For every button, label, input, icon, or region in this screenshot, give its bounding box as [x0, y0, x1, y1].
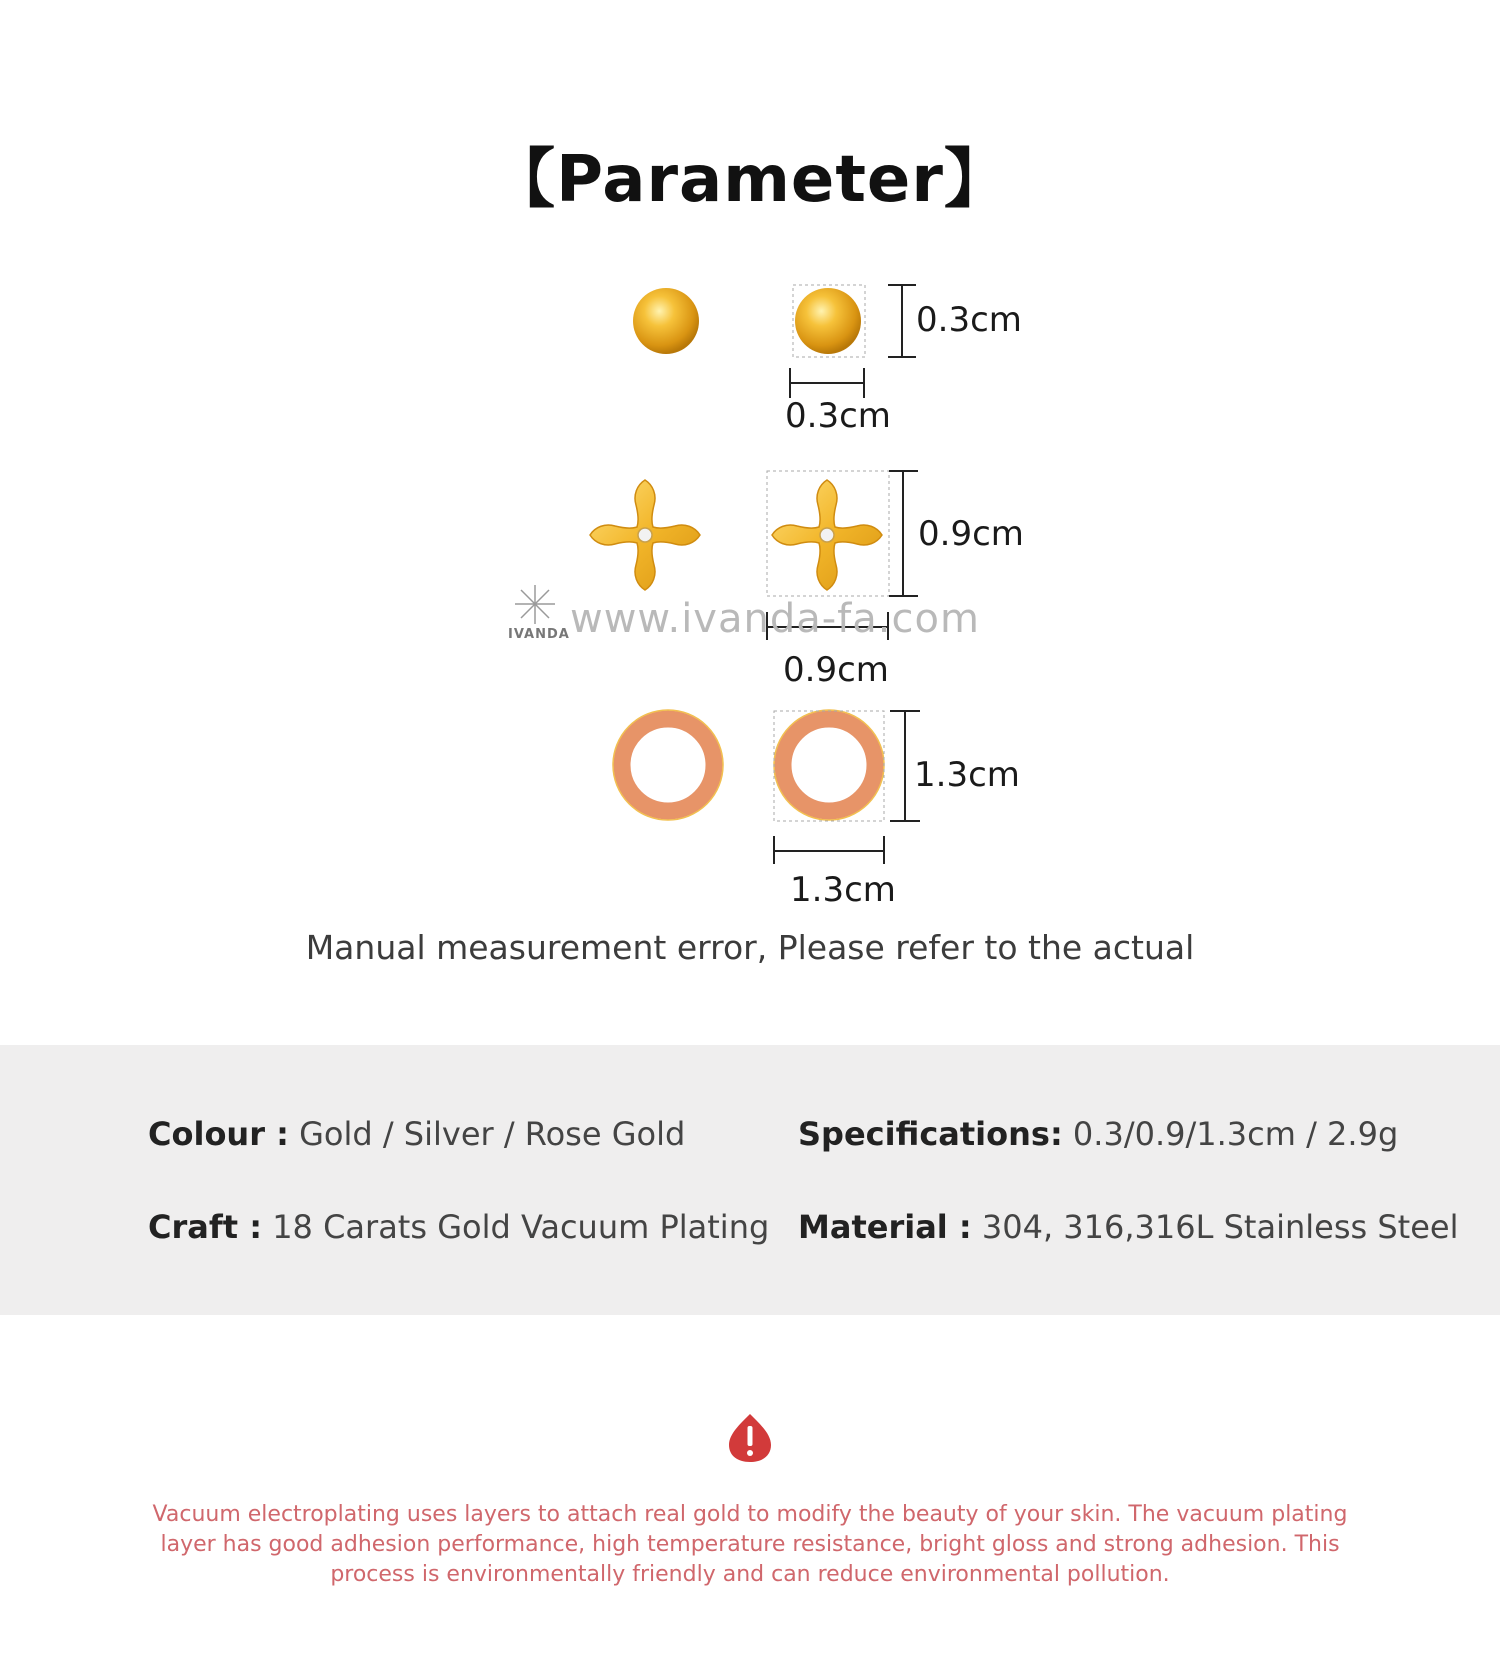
cross-stud-right: [772, 480, 882, 590]
page-title: 【Parameter】: [491, 143, 1009, 217]
ball-height-dimension: [888, 285, 916, 357]
ball-height-label: 0.3cm: [916, 300, 1022, 340]
colour-value: Gold / Silver / Rose Gold: [299, 1115, 686, 1153]
cross-width-label: 0.9cm: [783, 650, 889, 690]
spec-material: [798, 1208, 1458, 1246]
spec-craft: [148, 1208, 769, 1246]
watermark-url: www.ivanda-fa.com: [570, 596, 980, 642]
ball-stud-left: [633, 288, 699, 354]
watermark-logo-text: IVANDA: [508, 627, 570, 642]
ring-width-label: 1.3cm: [790, 870, 896, 910]
specifications-key: Specifications:: [798, 1115, 1063, 1153]
cross-height-label: 0.9cm: [918, 514, 1024, 554]
colour-key: Colour :: [148, 1115, 289, 1153]
ball-stud-right: [795, 288, 861, 354]
warning-text: Vacuum electroplating uses layers to attach real gold to modify the beauty of your skin. The vacuum plating layer has good adhesion performance, high temperature resistance, bright gloss and strong adhesion. This process is environmentally friendly and can reduce environmental pollution.: [152, 1502, 1348, 1587]
specifications-value: 0.3/0.9/1.3cm / 2.9g: [1072, 1115, 1399, 1153]
ring-width-dimension: [774, 836, 884, 864]
warning-icon: [727, 1412, 773, 1464]
craft-key: Craft :: [148, 1208, 263, 1246]
material-key: Material :: [798, 1208, 972, 1246]
material-value: 304, 316,316L Stainless Steel: [981, 1208, 1459, 1246]
spec-specifications: [798, 1115, 1398, 1153]
craft-value: 18 Carats Gold Vacuum Plating: [272, 1208, 770, 1246]
spec-colour: [148, 1115, 685, 1153]
ring-stud-right: [783, 719, 875, 811]
ivanda-logo-icon: [515, 585, 555, 624]
ring-stud-left: [622, 719, 714, 811]
measurement-note: Manual measurement error, Please refer to the actual: [305, 928, 1195, 967]
cross-height-dimension: [889, 471, 918, 596]
ball-width-label: 0.3cm: [785, 396, 891, 436]
specs-panel: [0, 1045, 1500, 1315]
ball-width-dimension: [790, 368, 864, 398]
ring-height-label: 1.3cm: [914, 755, 1020, 795]
cross-stud-left: [590, 480, 700, 590]
